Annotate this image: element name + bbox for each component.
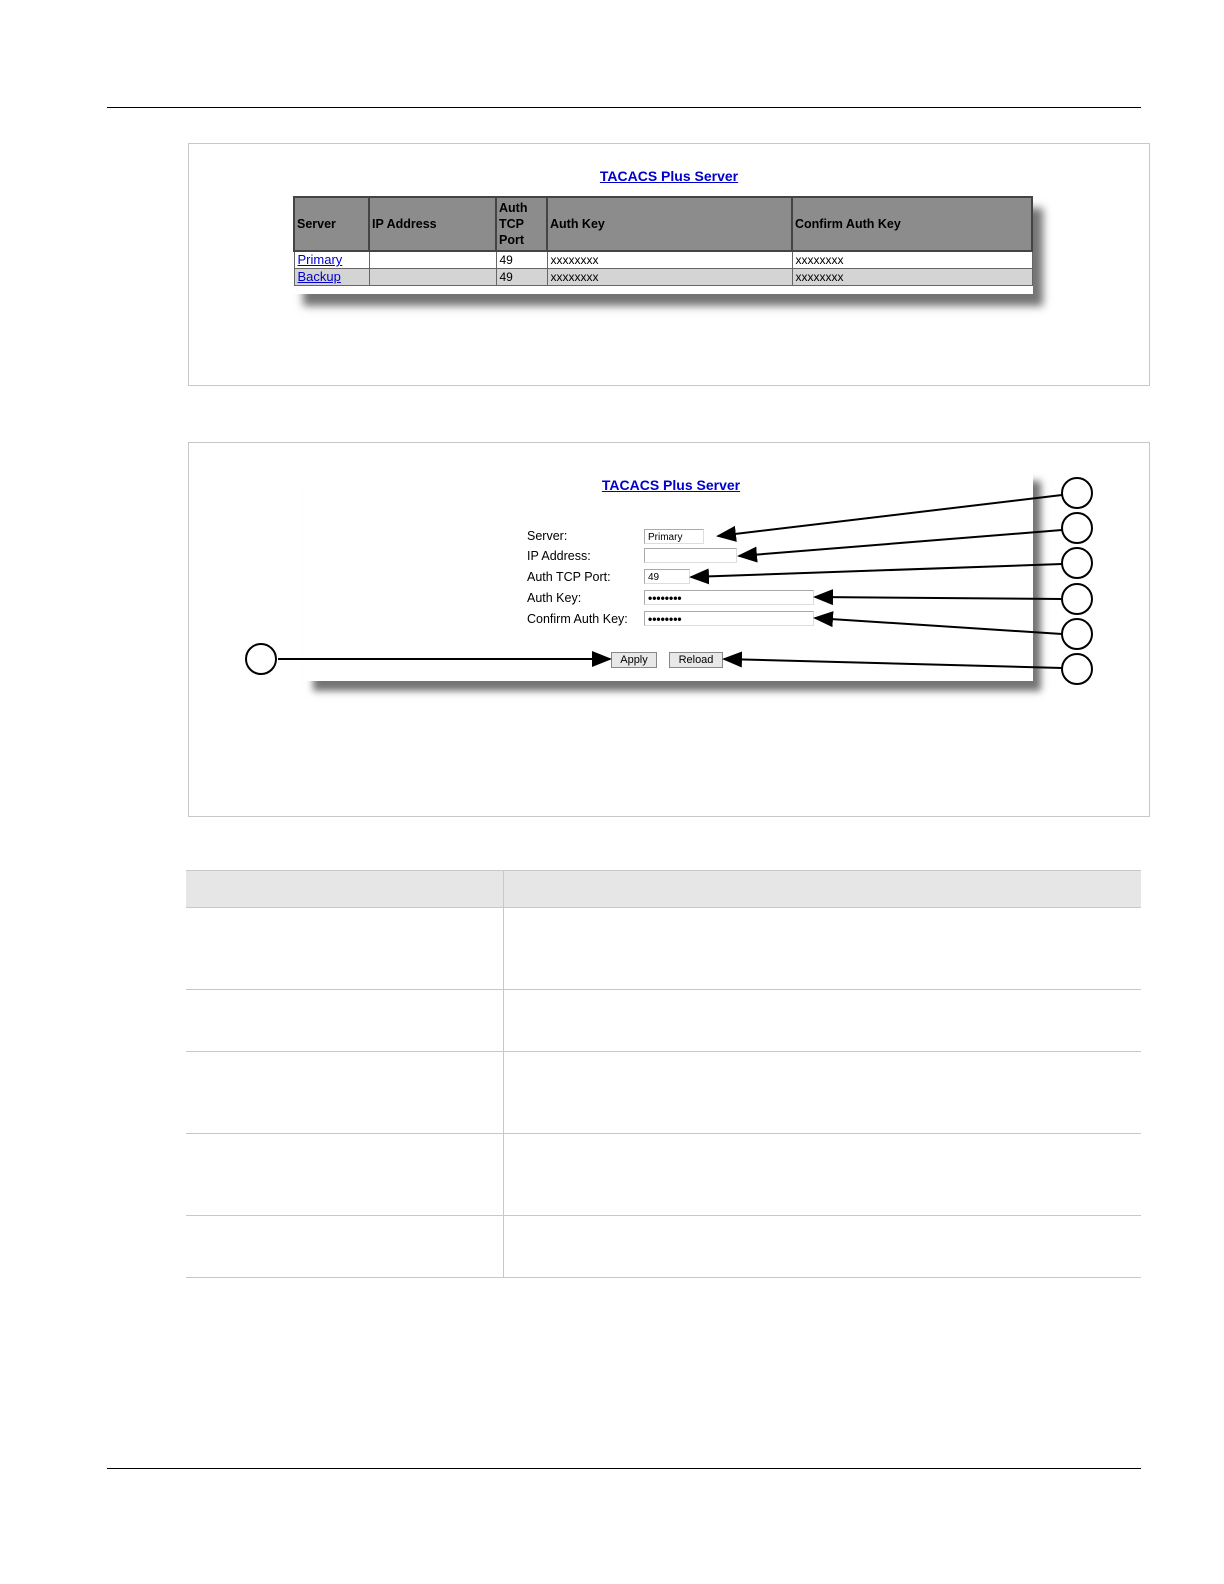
confirm-auth-key-input[interactable]: •••••••• — [644, 611, 814, 626]
reload-button[interactable]: Reload — [669, 652, 723, 668]
confirm-key-cell: xxxxxxxx — [792, 251, 1032, 269]
server-table-header — [294, 197, 1032, 251]
col-confirm-auth-key: Confirm Auth Key — [792, 197, 1032, 251]
server-link-primary[interactable]: Primary — [297, 252, 343, 267]
server-table-panel — [293, 196, 1033, 294]
table-row — [186, 1216, 1141, 1278]
server-field[interactable]: Primary — [644, 529, 704, 544]
col-server: Server — [294, 197, 369, 251]
table-row — [186, 990, 1141, 1052]
auth-key-label: Auth Key: — [527, 591, 582, 605]
confirm-auth-key-label: Confirm Auth Key: — [527, 612, 628, 626]
callout-circle-5 — [1061, 618, 1093, 650]
server-cell — [294, 251, 369, 269]
tacacs-title-link[interactable]: TACACS Plus Server — [601, 477, 741, 493]
table-row — [294, 251, 1032, 269]
table-row — [186, 1134, 1141, 1216]
callout-arrow-5 — [815, 618, 1062, 634]
col-ip-address: IP Address — [369, 197, 496, 251]
callout-arrow-6 — [724, 659, 1062, 668]
server-cell — [294, 269, 369, 286]
header-rule — [107, 107, 1141, 108]
confirm-key-cell: xxxxxxxx — [792, 269, 1032, 286]
ip-cell — [369, 269, 496, 286]
auth-tcp-port-label: Auth TCP Port: — [527, 570, 611, 584]
figure-server-form — [188, 442, 1150, 817]
callout-circle-3 — [1061, 547, 1093, 579]
tacacs-title-link[interactable]: TACACS Plus Server — [599, 168, 739, 184]
auth-key-input[interactable]: •••••••• — [644, 590, 814, 605]
table-row — [294, 269, 1032, 286]
ip-address-label: IP Address: — [527, 549, 591, 563]
col-auth-key: Auth Key — [547, 197, 792, 251]
ip-cell — [369, 251, 496, 269]
table-row — [186, 908, 1141, 990]
figure-server-list — [188, 143, 1150, 386]
figure1-title — [189, 168, 1149, 186]
callout-circle-6 — [1061, 653, 1093, 685]
callout-circle-7 — [245, 643, 277, 675]
auth-key-cell: xxxxxxxx — [547, 269, 792, 286]
port-cell: 49 — [496, 269, 547, 286]
parameter-table-header — [186, 870, 1141, 908]
callout-arrow-2 — [739, 530, 1062, 556]
callout-circle-2 — [1061, 512, 1093, 544]
col-auth-tcp-port: Auth TCP Port — [496, 197, 547, 251]
footer-rule — [107, 1468, 1141, 1469]
callout-arrows — [189, 443, 1151, 818]
server-label: Server: — [527, 529, 568, 543]
port-cell: 49 — [496, 251, 547, 269]
auth-key-cell: xxxxxxxx — [547, 251, 792, 269]
table-row — [186, 1052, 1141, 1134]
parameter-table — [186, 870, 1141, 1278]
apply-button[interactable]: Apply — [611, 652, 657, 668]
callout-arrow-4 — [815, 597, 1062, 599]
callout-arrow-3 — [691, 564, 1062, 577]
auth-tcp-port-input[interactable]: 49 — [644, 569, 690, 584]
callout-circle-4 — [1061, 583, 1093, 615]
callout-arrow-1 — [718, 495, 1062, 536]
callout-circle-1 — [1061, 477, 1093, 509]
server-table — [293, 196, 1033, 286]
server-link-backup[interactable]: Backup — [297, 269, 341, 284]
